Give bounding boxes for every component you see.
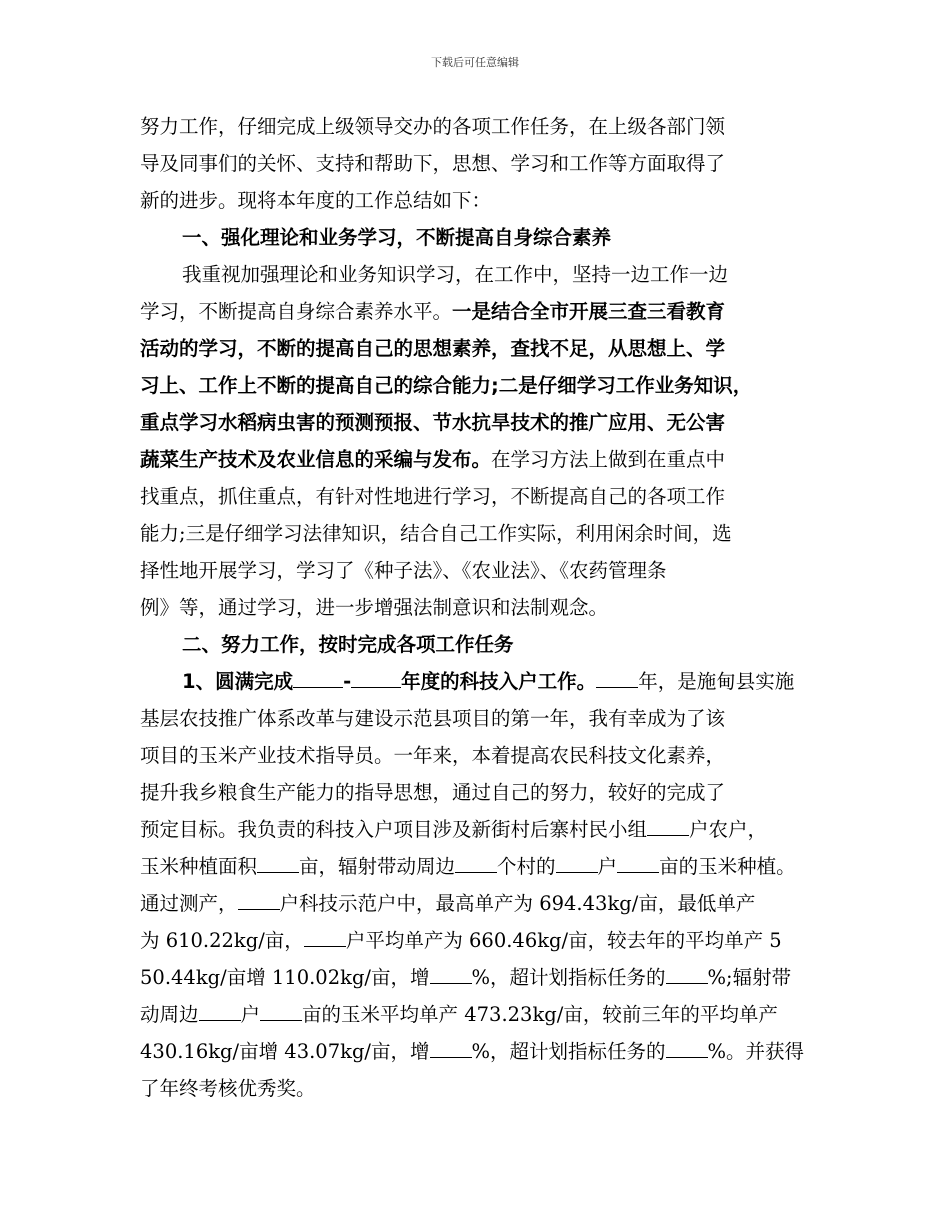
body-line: 努力工作，仔细完成上级领导交办的各项工作任务，在上级各部门领 (140, 115, 726, 138)
body-line: 了年终考核优秀奖。 (140, 1077, 316, 1100)
section-heading-1: 一、强化理论和业务学习，不断提高自身综合素养 (182, 226, 612, 249)
text-span: 亩的玉米平均单产 473.23kg/亩，较前三年的平均单产 (302, 1003, 778, 1026)
fill-blank (260, 998, 302, 1021)
fill-blank (647, 813, 689, 836)
bold-text-span: - (343, 670, 352, 693)
fill-blank (257, 850, 299, 873)
body-line-bold: 重点学习水稻病虫害的预测预报、节水抗旱技术的推广应用、无公害 (140, 411, 726, 434)
body-line-bold: 活动的学习，不断的提高自己的思想素养，查找不足，从思想上、学 (140, 337, 726, 360)
fill-blank (617, 850, 659, 873)
fill-blank (199, 998, 241, 1021)
body-line (140, 293, 816, 330)
fill-blank (455, 850, 497, 873)
body-line (140, 885, 816, 922)
text-span: 户 (597, 855, 618, 878)
text-span: %，超计划指标任务的 (471, 966, 666, 989)
text-span: 户平均单产为 660.46kg/亩，较去年的平均单产 5 (345, 929, 782, 952)
body-line (140, 959, 816, 996)
text-span: 在学习方法上做到在重点中 (491, 448, 726, 471)
document-body (140, 108, 816, 1107)
body-line: 我重视加强理论和业务知识学习，在工作中，坚持一边工作一边 (182, 263, 729, 286)
body-line: 导及同事们的关怀、支持和帮助下，思想、学习和工作等方面取得了 (140, 152, 726, 175)
fill-blank (304, 924, 346, 947)
body-line (140, 996, 816, 1033)
body-line: 基层农技推广体系改革与建设示范县项目的第一年，我有幸成为了该 (140, 707, 726, 730)
fill-blank (293, 665, 343, 688)
text-span: 为 610.22kg/亩， (140, 929, 304, 952)
body-line (140, 811, 816, 848)
fill-blank (666, 1035, 708, 1058)
text-span: 亩，辐射带动周边 (299, 855, 456, 878)
body-line-bold: 习上、工作上不断的提高自己的综合能力;二是仔细学习工作业务知识， (140, 374, 753, 397)
body-line: 能力;三是仔细学习法律知识，结合自己工作实际，利用闲余时间，选 (140, 522, 732, 545)
fill-blank (430, 961, 472, 984)
body-line: 找重点，抓住重点，有针对性地进行学习，不断提高自己的各项工作 (140, 485, 726, 508)
body-line: 提升我乡粮食生产能力的指导思想，通过自己的努力，较好的完成了 (140, 781, 726, 804)
fill-blank (596, 665, 638, 688)
section-heading-2: 二、努力工作，按时完成各项工作任务 (182, 633, 514, 656)
text-span: 430.16kg/亩增 43.07kg/亩，增 (140, 1040, 430, 1063)
body-line (140, 922, 816, 959)
bold-text-span: 1、圆满完成 (182, 670, 294, 693)
text-span: %。并获得 (707, 1040, 805, 1063)
text-span: 户农户， (689, 818, 768, 841)
fill-blank (238, 887, 280, 910)
body-line (140, 663, 816, 700)
fill-blank (556, 850, 598, 873)
body-line (140, 848, 816, 885)
text-span: 个村的 (497, 855, 556, 878)
page-header: 下载后可任意编辑 (431, 56, 519, 69)
text-span: 户科技示范户中，最高单产为 694.43kg/亩，最低单产 (279, 892, 756, 915)
bold-text-span: 蔬菜生产技术及农业信息的采编与发布。 (140, 448, 492, 471)
bold-text-span: 年度的科技入户工作。 (401, 670, 597, 693)
text-span: 学习，不断提高自身综合素养水平。 (140, 300, 453, 323)
text-span: %;辐射带 (707, 966, 792, 989)
body-line (140, 1033, 816, 1070)
text-span: 年，是施甸县实施 (638, 670, 795, 693)
text-span: 动周边 (140, 1003, 199, 1026)
text-span: 玉米种植面积 (140, 855, 258, 878)
body-line: 项目的玉米产业技术指导员。一年来，本着提高农民科技文化素养， (140, 744, 726, 767)
body-line (140, 441, 816, 478)
text-span: 户 (240, 1003, 261, 1026)
bold-text-span: 一是结合全市开展三查三看教育 (452, 300, 726, 323)
text-span: 预定目标。我负责的科技入户项目涉及新街村后寨村民小组 (140, 818, 648, 841)
fill-blank (666, 961, 708, 984)
text-span: 通过测产， (140, 892, 238, 915)
text-span: 亩的玉米种植。 (659, 855, 796, 878)
fill-blank (430, 1035, 472, 1058)
text-span: %，超计划指标任务的 (471, 1040, 666, 1063)
body-line: 择性地开展学习，学习了《种子法》、《农业法》、《农药管理条 (140, 559, 667, 582)
body-line: 例》等，通过学习，进一步增强法制意识和法制观念。 (140, 596, 609, 619)
text-span: 50.44kg/亩增 110.02kg/亩，增 (140, 966, 430, 989)
body-line: 新的进步。现将本年度的工作总结如下： (140, 189, 492, 212)
fill-blank (351, 665, 401, 688)
